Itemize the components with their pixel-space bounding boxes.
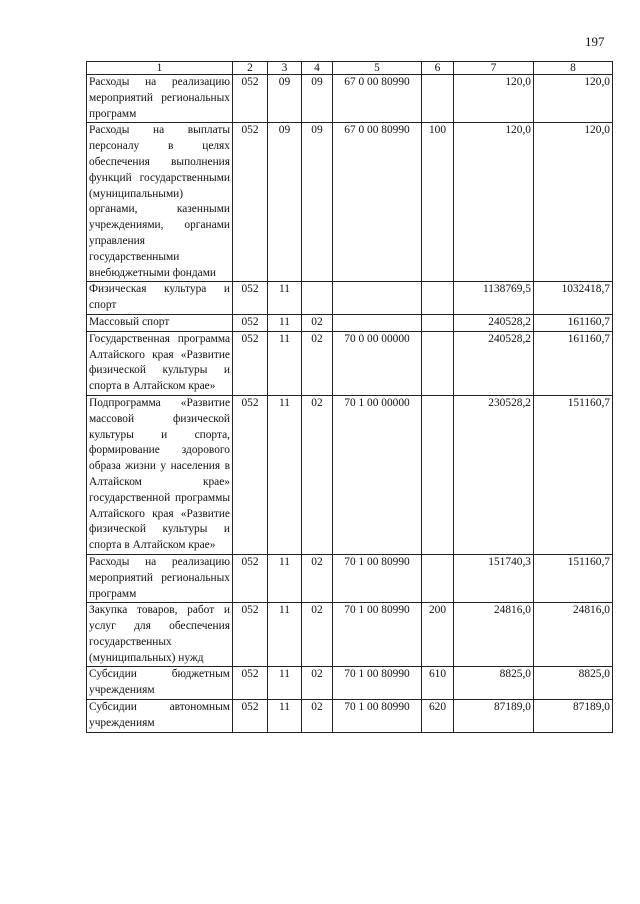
code-admin-cell: 052 <box>233 554 268 602</box>
code-section-cell: 11 <box>268 331 302 395</box>
row-name-cell: Расходы на реализацию мероприятий региональных программ <box>87 75 233 123</box>
code-target-cell: 70 1 00 80990 <box>333 667 422 700</box>
table-row <box>87 314 613 331</box>
code-admin-cell: 052 <box>233 123 268 282</box>
code-section-cell: 11 <box>268 667 302 700</box>
table-row <box>87 331 613 395</box>
code-subsection-cell: 09 <box>302 123 333 282</box>
table-row <box>87 395 613 554</box>
code-subsection-cell: 09 <box>302 75 333 123</box>
header-cell: 5 <box>333 62 422 75</box>
budget-table <box>86 61 613 733</box>
amount-year2-cell: 151160,7 <box>534 395 613 554</box>
code-section-cell: 11 <box>268 700 302 733</box>
row-name-cell: Подпрограмма «Развитие массовой физической культуры и спорта, формирование здорового образа жизни у населения в Алтайском крае» государственной программы Алтайского края «Развитие физической культуры и спорта в Алтайском крае» <box>87 395 233 554</box>
code-section-cell: 09 <box>268 123 302 282</box>
code-expense-type-cell: 100 <box>422 123 454 282</box>
code-expense-type-cell <box>422 331 454 395</box>
header-cell: 6 <box>422 62 454 75</box>
table-row <box>87 603 613 667</box>
code-target-cell: 67 0 00 80990 <box>333 123 422 282</box>
code-section-cell: 11 <box>268 603 302 667</box>
code-section-cell: 11 <box>268 395 302 554</box>
code-subsection-cell: 02 <box>302 667 333 700</box>
code-section-cell: 11 <box>268 282 302 315</box>
code-subsection-cell: 02 <box>302 554 333 602</box>
code-admin-cell: 052 <box>233 75 268 123</box>
code-target-cell <box>333 282 422 315</box>
row-name-cell: Расходы на реализацию мероприятий региональных программ <box>87 554 233 602</box>
header-cell: 1 <box>87 62 233 75</box>
amount-year2-cell: 8825,0 <box>534 667 613 700</box>
table-row <box>87 554 613 602</box>
code-expense-type-cell <box>422 395 454 554</box>
code-target-cell: 70 1 00 80990 <box>333 603 422 667</box>
code-target-cell: 70 1 00 80990 <box>333 554 422 602</box>
amount-year1-cell: 1138769,5 <box>454 282 534 315</box>
amount-year1-cell: 151740,3 <box>454 554 534 602</box>
page-number: 197 <box>585 34 605 49</box>
amount-year1-cell: 240528,2 <box>454 331 534 395</box>
header-cell: 4 <box>302 62 333 75</box>
code-admin-cell: 052 <box>233 314 268 331</box>
code-expense-type-cell: 610 <box>422 667 454 700</box>
amount-year2-cell: 151160,7 <box>534 554 613 602</box>
code-admin-cell: 052 <box>233 282 268 315</box>
code-target-cell: 67 0 00 80990 <box>333 75 422 123</box>
code-expense-type-cell <box>422 75 454 123</box>
header-cell: 7 <box>454 62 534 75</box>
row-name-cell: Расходы на выплаты персоналу в целях обеспечения выполнения функций государственными (муниципальными) органами, казенными учреждениями, органами управления государственными внебюджетными фондами <box>87 123 233 282</box>
header-cell: 2 <box>233 62 268 75</box>
code-target-cell <box>333 314 422 331</box>
code-admin-cell: 052 <box>233 667 268 700</box>
code-section-cell: 11 <box>268 554 302 602</box>
table-header-row <box>87 62 613 75</box>
row-name-cell: Субсидии автономным учреждениям <box>87 700 233 733</box>
code-subsection-cell: 02 <box>302 603 333 667</box>
header-cell: 3 <box>268 62 302 75</box>
code-subsection-cell: 02 <box>302 395 333 554</box>
code-expense-type-cell: 200 <box>422 603 454 667</box>
table-row <box>87 282 613 315</box>
code-expense-type-cell: 620 <box>422 700 454 733</box>
code-target-cell: 70 1 00 00000 <box>333 395 422 554</box>
amount-year1-cell: 240528,2 <box>454 314 534 331</box>
code-admin-cell: 052 <box>233 603 268 667</box>
amount-year1-cell: 230528,2 <box>454 395 534 554</box>
row-name-cell: Государственная программа Алтайского края «Развитие физической культуры и спорта в Алтайском крае» <box>87 331 233 395</box>
amount-year1-cell: 87189,0 <box>454 700 534 733</box>
row-name-cell: Субсидии бюджетным учреждениям <box>87 667 233 700</box>
table-row <box>87 123 613 282</box>
code-expense-type-cell <box>422 314 454 331</box>
table-row <box>87 75 613 123</box>
table-row <box>87 667 613 700</box>
code-section-cell: 09 <box>268 75 302 123</box>
amount-year1-cell: 120,0 <box>454 123 534 282</box>
code-admin-cell: 052 <box>233 700 268 733</box>
table-row <box>87 700 613 733</box>
row-name-cell: Закупка товаров, работ и услуг для обеспечения государственных (муниципальных) нужд <box>87 603 233 667</box>
code-target-cell: 70 1 00 80990 <box>333 700 422 733</box>
amount-year2-cell: 1032418,7 <box>534 282 613 315</box>
amount-year1-cell: 8825,0 <box>454 667 534 700</box>
amount-year2-cell: 120,0 <box>534 123 613 282</box>
amount-year2-cell: 87189,0 <box>534 700 613 733</box>
header-cell: 8 <box>534 62 613 75</box>
code-target-cell: 70 0 00 00000 <box>333 331 422 395</box>
amount-year2-cell: 161160,7 <box>534 314 613 331</box>
code-section-cell: 11 <box>268 314 302 331</box>
code-admin-cell: 052 <box>233 395 268 554</box>
amount-year1-cell: 24816,0 <box>454 603 534 667</box>
amount-year2-cell: 120,0 <box>534 75 613 123</box>
code-subsection-cell: 02 <box>302 331 333 395</box>
row-name-cell: Массовый спорт <box>87 314 233 331</box>
code-expense-type-cell <box>422 282 454 315</box>
code-subsection-cell: 02 <box>302 700 333 733</box>
amount-year2-cell: 161160,7 <box>534 331 613 395</box>
code-subsection-cell: 02 <box>302 314 333 331</box>
code-expense-type-cell <box>422 554 454 602</box>
amount-year1-cell: 120,0 <box>454 75 534 123</box>
code-admin-cell: 052 <box>233 331 268 395</box>
code-subsection-cell <box>302 282 333 315</box>
row-name-cell: Физическая культура и спорт <box>87 282 233 315</box>
amount-year2-cell: 24816,0 <box>534 603 613 667</box>
